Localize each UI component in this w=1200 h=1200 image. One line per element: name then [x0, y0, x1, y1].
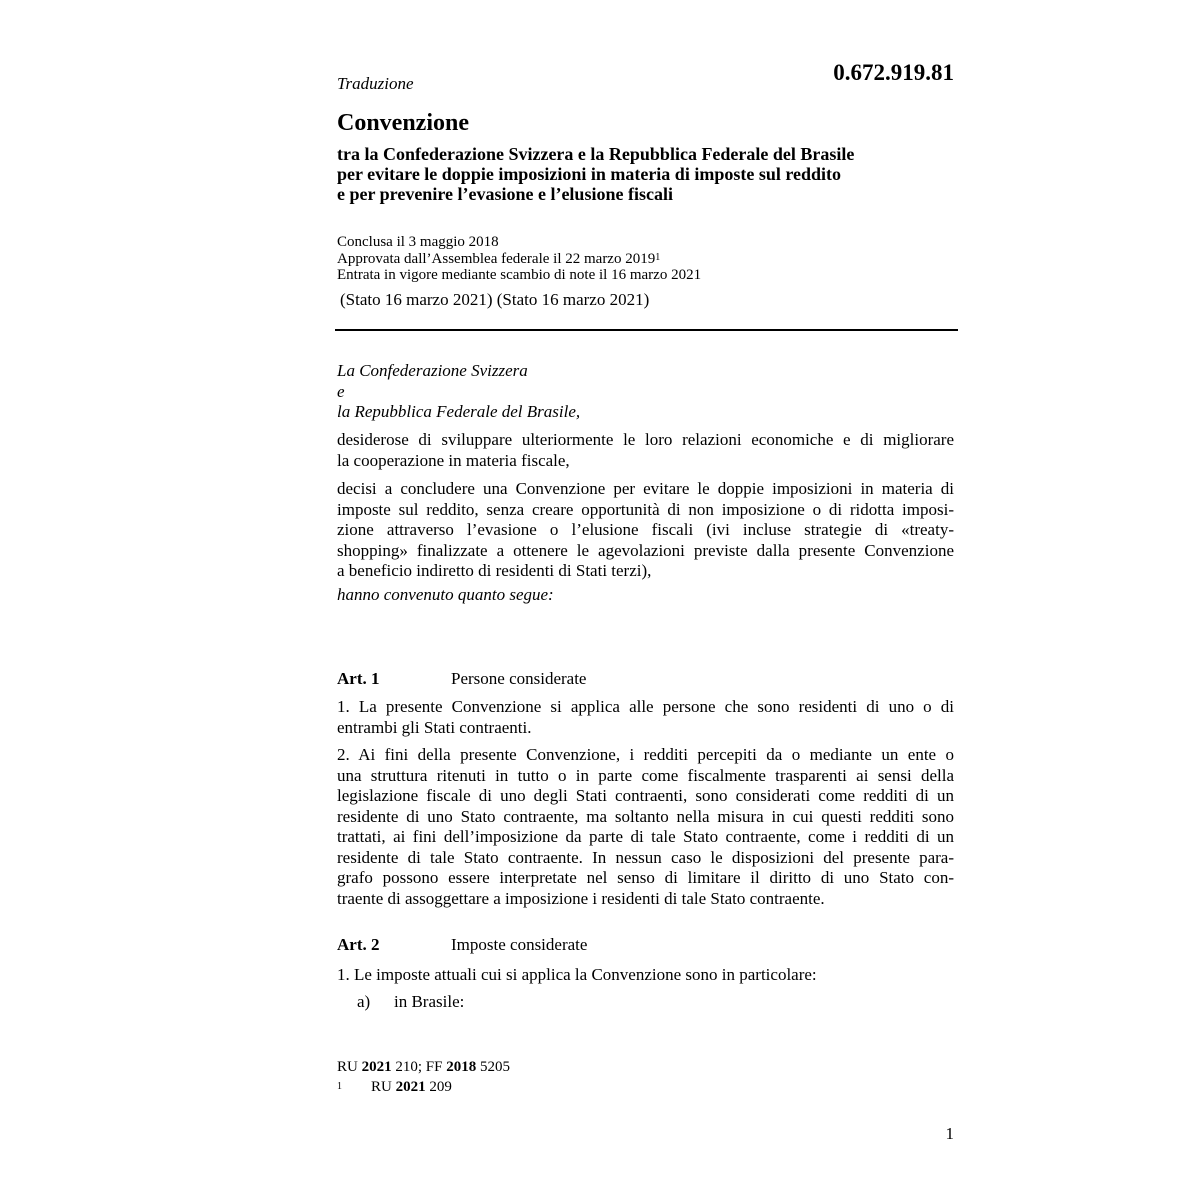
text-line: la cooperazione in materia fiscale, [337, 450, 570, 470]
article-title: Imposte considerate [451, 935, 588, 954]
status-date: (Stato 16 marzo 2021) (Stato 16 marzo 2021) [340, 290, 650, 309]
text-line: residente di tale Stato contraente. In nessun caso le disposizioni del presente para- [337, 847, 954, 867]
preamble-party-1: La Confederazione Svizzera [337, 361, 528, 380]
article-1-paragraph-1 [337, 697, 954, 738]
preamble-closing: hanno convenuto quanto segue: [337, 585, 554, 604]
text-line: imposte sul reddito, senza creare opportunità di non imposizione o di ridotta imposi- [337, 499, 954, 519]
text-line: 1. La presente Convenzione si applica alle persone che sono residenti di uno o di [337, 697, 954, 716]
source-year: 2018 [446, 1059, 477, 1075]
date-block [337, 234, 701, 284]
subtitle-line: tra la Confederazione Svizzera e la Repubblica Federale del Brasile [337, 144, 855, 164]
text-line: a beneficio indiretto di residenti di Stati terzi), [337, 561, 652, 580]
preamble-conjunction: e [337, 382, 345, 401]
entered-date: Entrata in vigore mediante scambio di note il 16 marzo 2021 [337, 267, 702, 283]
article-1-heading [337, 669, 586, 689]
source-prefix: RU [337, 1059, 362, 1075]
footnote-ref[interactable]: 1 [655, 251, 661, 263]
source-suffix: 5205 [476, 1059, 510, 1075]
article-1-paragraph-2 [337, 745, 954, 909]
article-2-heading [337, 935, 587, 955]
source-reference [337, 1057, 510, 1077]
translation-label: Traduzione [337, 74, 414, 93]
article-title: Persone considerate [451, 669, 587, 688]
text-line: legislazione fiscale di uno degli Stati contraenti, sono considerati come redditi di un [337, 786, 954, 805]
text-line: grafo possono essere interpretate nel senso di limitare il diritto di uno Stato con- [337, 868, 954, 887]
page-number: 1 [945, 1124, 954, 1143]
text-line: decisi a concludere una Convenzione per evitare le doppie imposizioni in materia di [337, 479, 954, 498]
concluded-date: Conclusa il 3 maggio 2018 [337, 234, 499, 250]
footnote-1 [337, 1077, 452, 1097]
footnote-prefix: RU [371, 1079, 396, 1095]
document-title: Convenzione [337, 110, 469, 136]
source-mid: 210; FF [391, 1059, 447, 1075]
footnote-year: 2021 [395, 1079, 426, 1095]
article-2-item-a [357, 992, 974, 1013]
approved-date: Approvata dall’Assemblea federale il 22 marzo 2019 [337, 250, 656, 267]
article-2-paragraph-1: 1. Le imposte attuali cui si applica la Convenzione sono in particolare: [337, 965, 817, 984]
footnote-suffix: 209 [425, 1079, 452, 1095]
text-line: desiderose di sviluppare ulteriormente le loro relazioni economiche e di migliorare [337, 430, 954, 449]
text-line: zione attraverso l’evasione o l’elusione fiscali (ivi incluse strategie di «treaty- [337, 520, 954, 539]
item-text: in Brasile: [394, 992, 465, 1011]
header-divider [335, 329, 958, 331]
text-line: una struttura ritenuti in tutto o in parte come fiscalmente trasparenti ai sensi della [337, 765, 954, 785]
text-line: shopping» finalizzate a ottenere le agevolazioni previste dalla presente Convenzione [337, 540, 954, 560]
footnote-mark: 1 [337, 1081, 342, 1092]
subtitle-line: e per prevenire l’evasione e l’elusione fiscali [337, 184, 673, 204]
text-line: 2. Ai fini della presente Convenzione, i redditi percepiti da o mediante un ente o [337, 745, 954, 764]
sr-number: 0.672.919.81 [833, 60, 954, 85]
text-line: traente di assoggettare a imposizione i residenti di tale Stato contraente. [337, 888, 825, 908]
approved-date-line [337, 251, 701, 268]
subtitle-line: per evitare le doppie imposizioni in materia di imposte sul reddito [337, 164, 841, 184]
text-line: entrambi gli Stati contraenti. [337, 717, 532, 737]
article-number: Art. 2 [337, 935, 380, 954]
preamble-party-2: la Repubblica Federale del Brasile, [337, 402, 581, 421]
preamble-paragraph-2 [337, 479, 954, 582]
article-number: Art. 1 [337, 669, 380, 688]
item-label: a) [357, 992, 371, 1011]
preamble-paragraph-1 [337, 430, 954, 471]
source-year: 2021 [361, 1059, 392, 1075]
text-line: residente di uno Stato contraente, ma soltanto nella misura in cui questi redditi sono [337, 806, 954, 826]
document-subtitle [337, 144, 957, 204]
text-line: trattati, ai fini dell’imposizione da parte di tale Stato contraente, come i redditi di un [337, 827, 954, 846]
